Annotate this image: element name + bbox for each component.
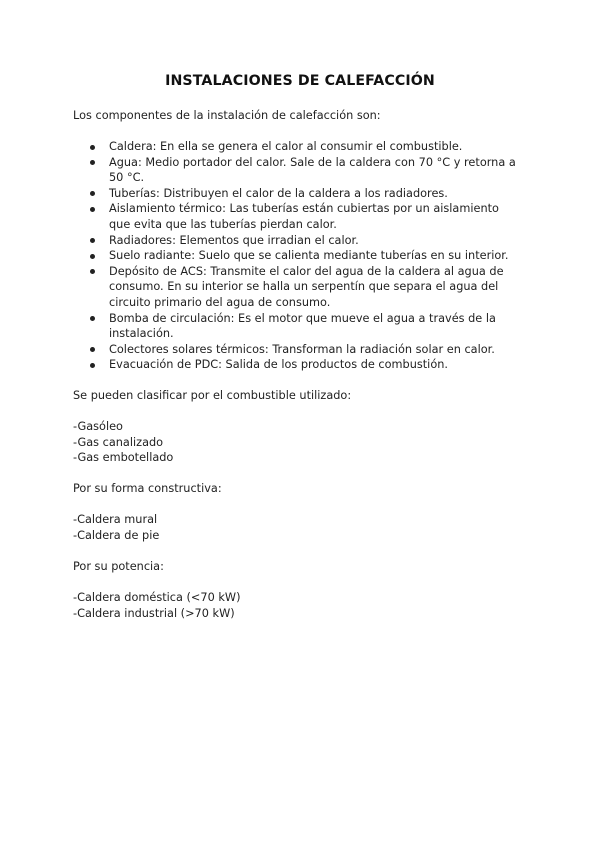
bullet-icon xyxy=(90,269,95,274)
power-heading: Por su potencia: xyxy=(73,560,164,573)
bullet-icon xyxy=(90,238,95,243)
document-title: INSTALACIONES DE CALEFACCIÓN xyxy=(165,73,435,89)
bullet-icon xyxy=(90,254,95,259)
list-item: Depósito de ACS: Transmite el calor del agua de la caldera al agua de consumo. En su interior se halla un serpentín que separa el agua del circuito primario del agua de consumo. xyxy=(73,264,533,311)
fuel-list xyxy=(73,419,533,466)
construction-heading: Por su forma constructiva: xyxy=(73,482,222,495)
fuel-heading: Se pueden clasificar por el combustible utilizado: xyxy=(73,389,352,402)
list-item: Aislamiento térmico: Las tuberías están cubiertas por un aislamiento que evita que las tuberías pierdan calor. xyxy=(73,201,533,232)
bullet-icon xyxy=(90,145,95,150)
list-item: Evacuación de PDC: Salida de los productos de combustión. xyxy=(73,357,533,373)
bullet-icon xyxy=(90,191,95,196)
bullet-icon xyxy=(90,207,95,212)
list-item: Colectores solares térmicos: Transforman la radiación solar en calor. xyxy=(73,342,533,358)
list-item: -Caldera doméstica (<70 kW) xyxy=(73,591,241,604)
list-item: -Caldera de pie xyxy=(73,528,160,542)
list-item: -Gas canalizado xyxy=(73,435,164,449)
list-item: -Caldera industrial (>70 kW) xyxy=(73,606,235,620)
construction-list xyxy=(73,512,533,543)
list-item: -Gas embotellado xyxy=(73,451,174,465)
list-item: Bomba de circulación: Es el motor que mueve el agua a través de la instalación. xyxy=(73,311,533,342)
bullet-icon xyxy=(90,316,95,321)
list-item: Caldera: En ella se genera el calor al consumir el combustible. xyxy=(73,139,533,155)
intro-paragraph: Los componentes de la instalación de calefacción son: xyxy=(73,109,381,122)
list-item: -Gasóleo xyxy=(73,420,123,433)
components-list xyxy=(73,139,533,373)
power-list xyxy=(73,590,533,621)
list-item: Tuberías: Distribuyen el calor de la caldera a los radiadores. xyxy=(73,186,533,202)
bullet-icon xyxy=(90,347,95,352)
list-item: Agua: Medio portador del calor. Sale de la caldera con 70 °C y retorna a 50 °C. xyxy=(73,155,533,186)
list-item: -Caldera mural xyxy=(73,513,158,526)
list-item: Suelo radiante: Suelo que se calienta mediante tuberías en su interior. xyxy=(73,248,533,264)
bullet-icon xyxy=(90,160,95,165)
list-item: Radiadores: Elementos que irradian el calor. xyxy=(73,233,533,249)
bullet-icon xyxy=(90,363,95,368)
